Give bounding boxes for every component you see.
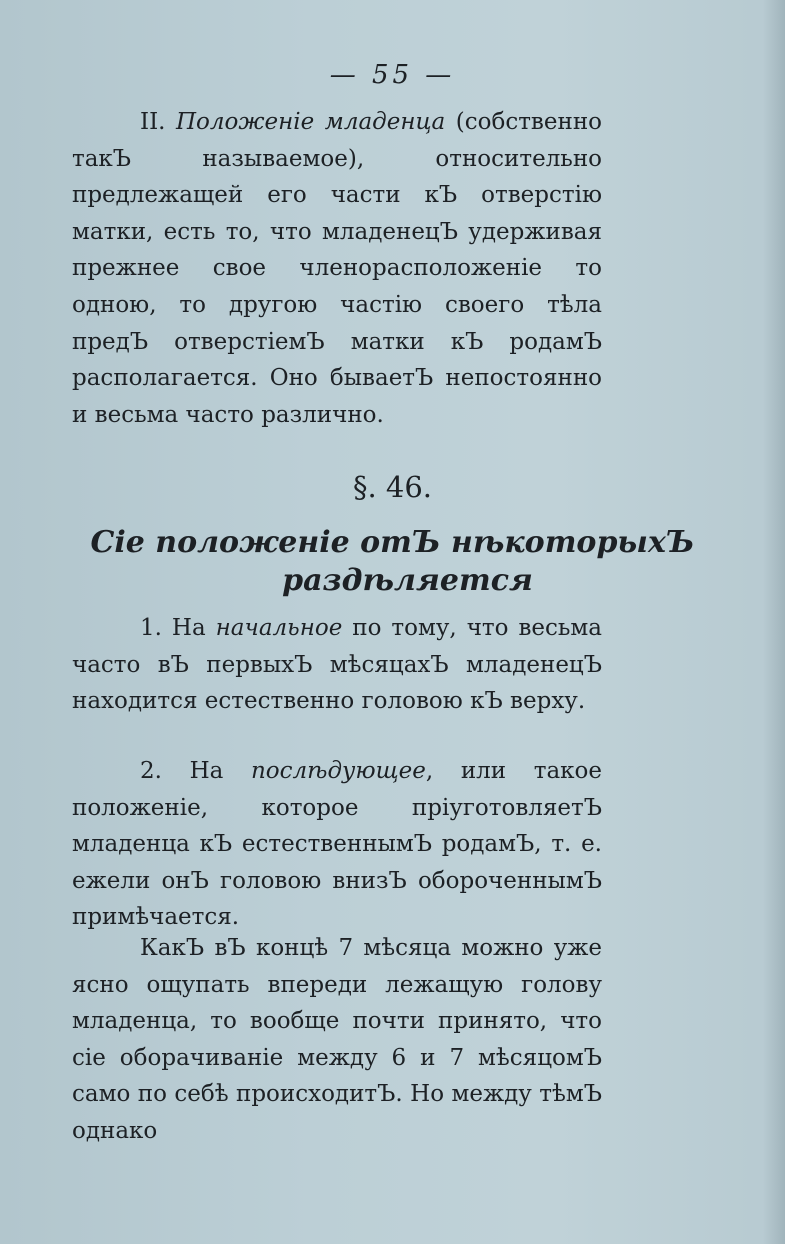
list-item-1-prefix: 1. На xyxy=(140,615,206,641)
section-number: §. 46. xyxy=(352,470,433,504)
section-heading-line-2: раздѣляется xyxy=(282,563,533,598)
list-item-2-prefix: 2. На xyxy=(140,758,224,784)
paragraph-ii-text: (собственно такЪ называемое), относительно предлежащей его части кЪ отверстію матки, есть то, что младенецЪ удерживая прежнее свое членорасположеніе то одною, то другою частію своего тѣла предЪ отверстіемЪ матки кЪ родамЪ располагается. Оно бываетЪ непостоянно и весьма часто различно. xyxy=(72,109,603,428)
section-heading-line-1: Сіе положеніе отЪ нѣкоторыхЪ xyxy=(90,525,695,560)
list-item-2-term: послѣдующее xyxy=(250,758,426,784)
list-item-2-text: , или такое положеніе, которое пріуготовляетЪ младенца кЪ естественнымЪ родамЪ, т. е. ежели онЪ головою внизЪ обороченнымЪ примѣчается. xyxy=(72,758,602,931)
page-edge-shadow xyxy=(763,0,785,1244)
paragraph-ii xyxy=(72,104,602,433)
paragraph-ii-label: II. xyxy=(140,109,166,135)
final-paragraph: КакЪ вЪ концѣ 7 мѣсяца можно уже ясно ощупать впереди лежащую голову младенца, то вообще почти принято, что сіе оборачиваніе между 6 и 7 мѣсяцомЪ само по себѣ происходитЪ. Но между тѣмЪ однако xyxy=(72,935,602,1144)
list-item-1-term: начальное xyxy=(215,615,343,641)
list-item-2 xyxy=(72,753,602,936)
list-item-1 xyxy=(72,610,602,720)
paragraph-ii-term: Положеніе младенца xyxy=(175,109,446,135)
page-number: — 55 — xyxy=(329,60,456,90)
list-item-1-text: по тому, что весьма часто вЪ первыхЪ мѣсяцахЪ младенецЪ находится естественно головою кЪ верху. xyxy=(72,615,603,715)
